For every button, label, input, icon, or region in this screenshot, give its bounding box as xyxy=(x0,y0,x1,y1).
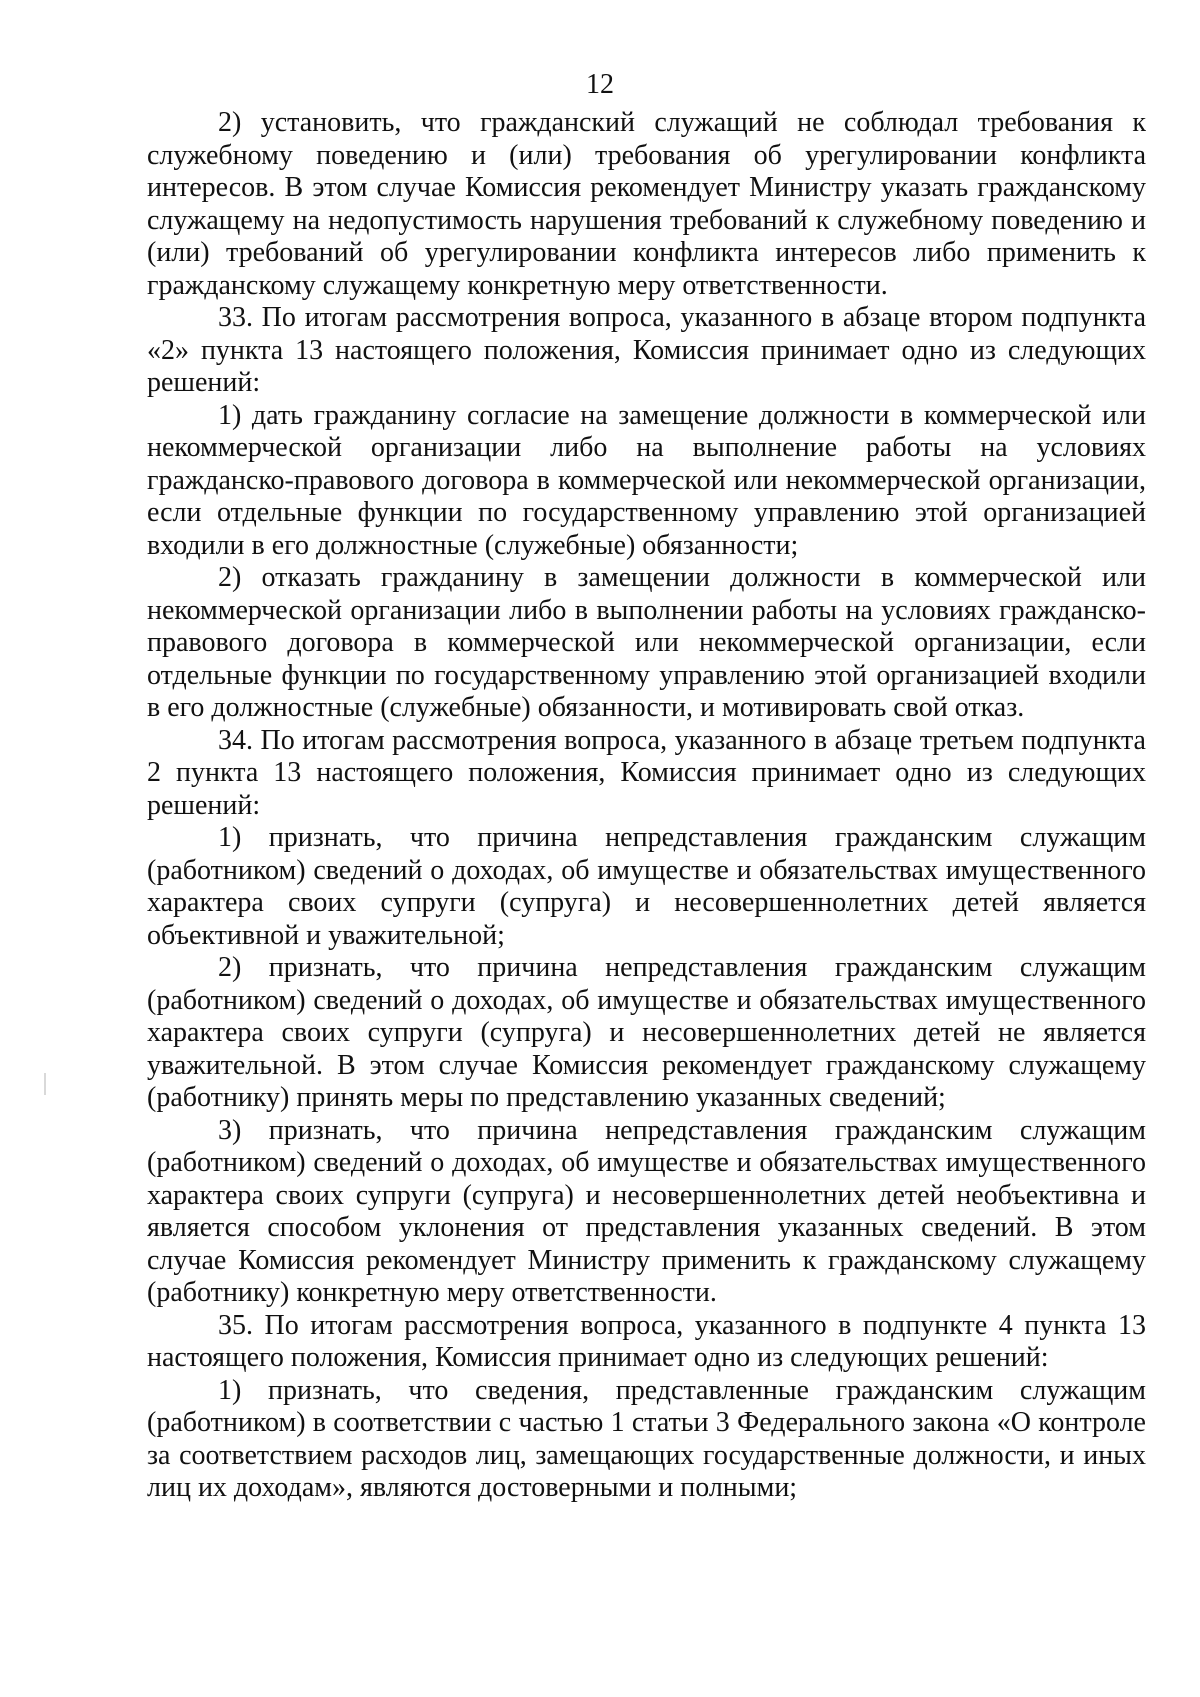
paragraph-clause-34: 34. По итогам рассмотрения вопроса, указанного в абзаце третьем подпункта 2 пункта 13 настоящего положения, Комиссия принимает одно из следующих решений: xyxy=(147,724,1146,821)
paragraph-clause-35: 35. По итогам рассмотрения вопроса, указанного в подпункте 4 пункта 13 настоящего положения, Комиссия принимает одно из следующих решений: xyxy=(147,1309,1146,1373)
paragraph-clause-33-item-1: 1) дать гражданину согласие на замещение должности в коммерческой или некоммерческой организации либо на выполнение работы на условиях гражданско-правового договора в коммерческой или некоммерческой организации, если отдельные функции по государственному управлению этой организацией входили в его должностные (служебные) обязанности; xyxy=(147,399,1146,561)
paragraph-clause-34-item-1: 1) признать, что причина непредставления гражданским служащим (работником) сведений о доходах, об имуществе и обязательствах имущественного характера своих супруги (супруга) и несовершеннолетних детей является объективной и уважительной; xyxy=(147,822,1146,951)
paragraph-clause-34-item-3: 3) признать, что причина непредставления гражданским служащим (работником) сведений о доходах, об имуществе и обязательствах имущественного характера своих супруги (супруга) и несовершеннолетних детей необъективна и является способом уклонения от представления указанных сведений. В этом случае Комиссия рекомендует Министру применить к гражданскому служащему (работнику) конкретную меру ответственности. xyxy=(147,1114,1146,1308)
paragraph-clause-35-item-1: 1) признать, что сведения, представленные гражданским служащим (работником) в соответствии с частью 1 статьи 3 Федерального закона «О контроле за соответствием расходов лиц, замещающих государственные должности, и иных лиц их доходам», являются достоверными и полными; xyxy=(147,1374,1146,1503)
paragraph-clause-33-item-2: 2) отказать гражданину в замещении должности в коммерческой или некоммерческой организации либо в выполнении работы на условиях гражданско-правового договора в коммерческой или некоммерческой организации, если отдельные функции по государственному управлению этой организацией входили в его должностные (служебные) обязанности, и мотивировать свой отказ. xyxy=(147,562,1146,723)
paragraph-clause-34-item-2: 2) признать, что причина непредставления гражданским служащим (работником) сведений о доходах, об имуществе и обязательствах имущественного характера своих супруги (супруга) и несовершеннолетних детей не является уважительной. В этом случае Комиссия рекомендует гражданскому служащему (работнику) принять меры по представлению указанных сведений; xyxy=(147,952,1146,1113)
page-number: 12 xyxy=(586,69,614,100)
paragraph-item-2-establish-noncompliance: 2) установить, что гражданский служащий не соблюдал требования к служебному поведению и (или) требования об урегулировании конфликта интересов. В этом случае Комиссия рекомендует Министру указать гражданскому служащему на недопустимость нарушения требований к служебному поведению и (или) требований об урегулировании конфликта интересов либо применить к гражданскому служащему конкретную меру ответственности. xyxy=(147,107,1146,301)
document-body xyxy=(147,107,1146,1505)
paragraph-clause-33: 33. По итогам рассмотрения вопроса, указанного в абзаце втором подпункта «2» пункта 13 настоящего положения, Комиссия принимает одно из следующих решений: xyxy=(147,302,1146,398)
scan-margin-mark xyxy=(44,1073,46,1095)
